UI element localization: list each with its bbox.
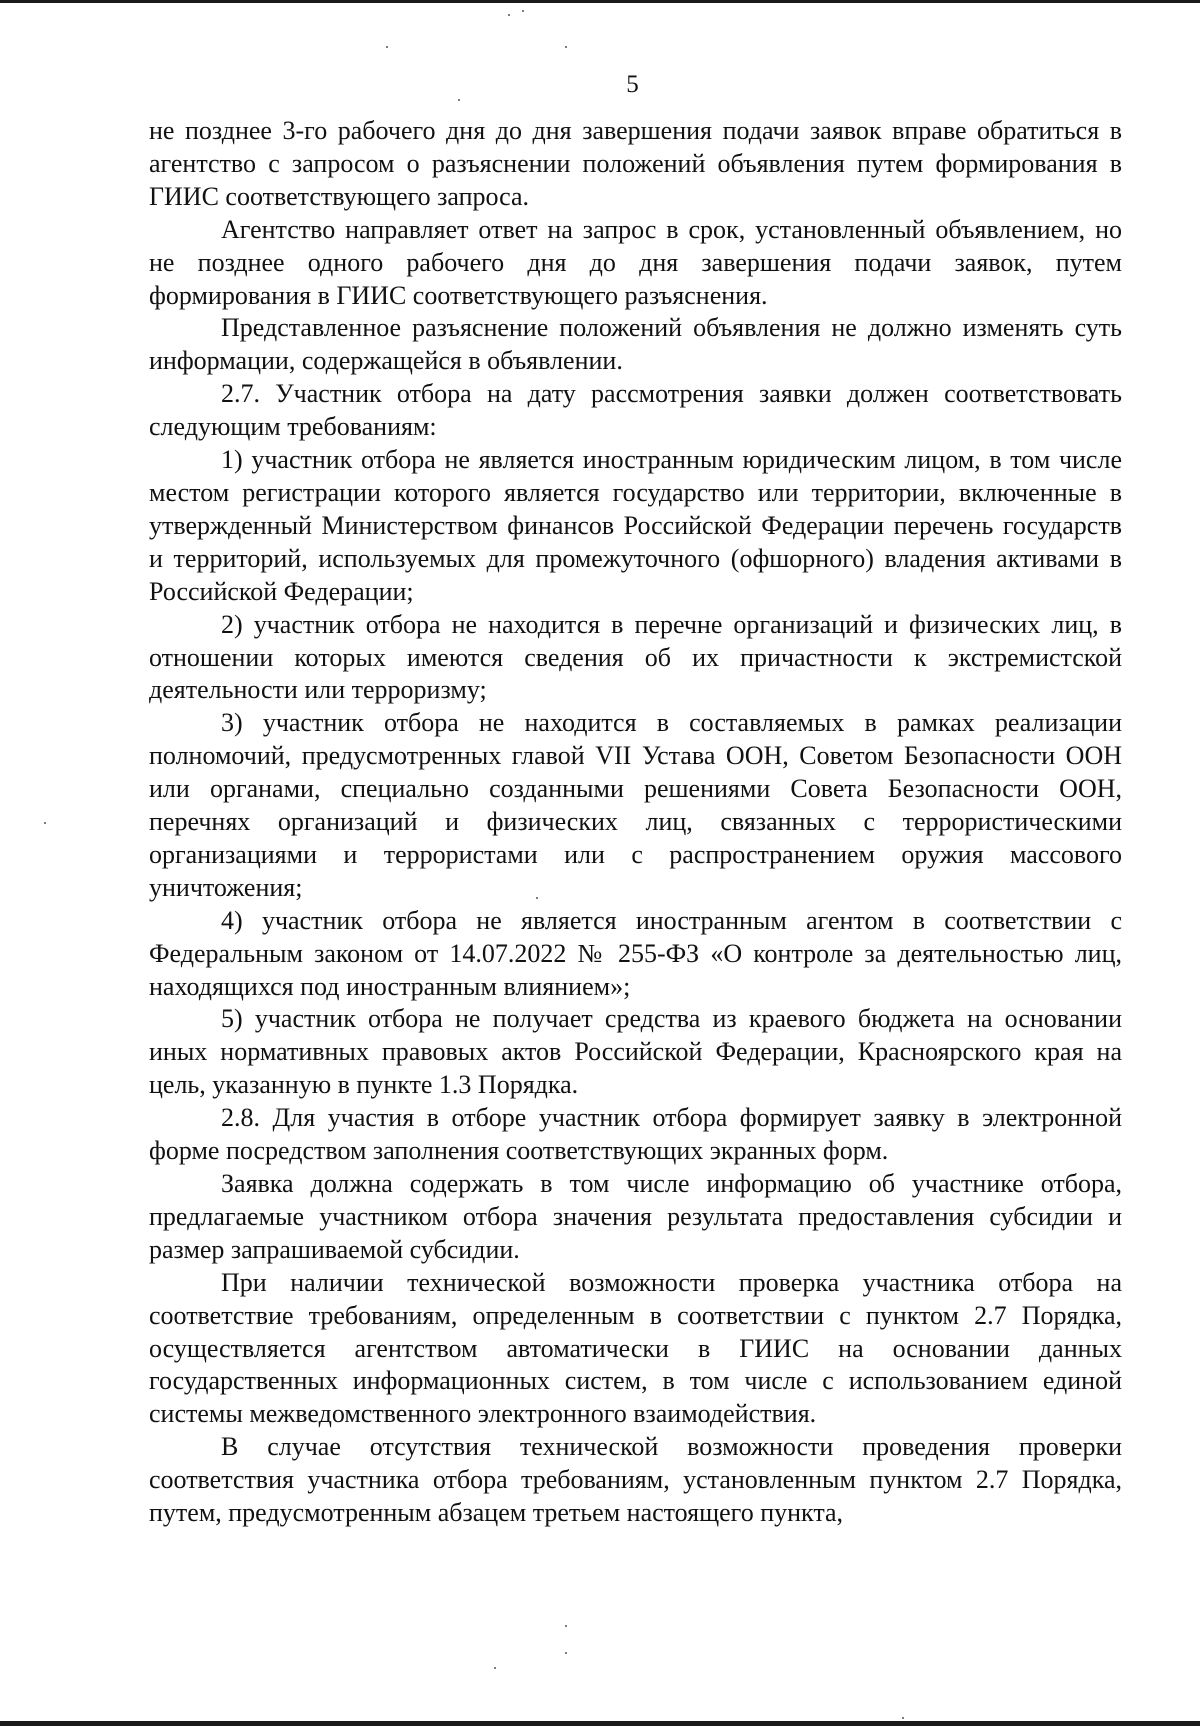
paragraph-application-content: Заявка должна содержать в том числе информацию об участнике отбора, предлагаемые участником отбора значения результата предоставления субсидии и размер запрашиваемой субсидии. bbox=[149, 1169, 1122, 1264]
scan-speck bbox=[508, 14, 510, 16]
scan-speck bbox=[902, 1717, 904, 1719]
scan-speck bbox=[565, 1652, 567, 1654]
scan-speck bbox=[44, 822, 46, 824]
paragraph-automatic-check: При наличии технической возможности проверка участника отбора на соответствие требованиям, определенным в соответствии с пунктом 2.7 Порядка, осуществляется агентством автоматически в ГИИС на основании данных государственных информационных систем, в том числе с использованием единой системы межведомственного электронного взаимодействия. bbox=[149, 1267, 1122, 1429]
requirement-item-3: 3) участник отбора не находится в составляемых в рамках реализации полномочий, предусмотренных главой VII Устава ООН, Советом Безопасности ООН или органами, специально созданными решениями Совета Безопасности ООН, перечнях организаций и физических лиц, связанных с террористическими организациями и террористами или с распространением оружия массового уничтожения; bbox=[149, 708, 1122, 902]
scan-bottom-edge bbox=[0, 1721, 1200, 1726]
requirement-item-4: 4) участник отбора не является иностранным агентом в соответствии с Федеральным законом от 14.07.2022 № 255-ФЗ «О контроле за деятельностью лиц, находящихся под иностранным влиянием»; bbox=[149, 905, 1122, 1001]
requirement-item-5: 5) участник отбора не получает средства из краевого бюджета на основании иных нормативных правовых актов Российской Федерации, Красноярского края на цель, указанную в пункте 1.3 Порядка. bbox=[149, 1004, 1122, 1100]
paragraph-section-2-8: 2.8. Для участия в отборе участник отбора формирует заявку в электронной форме посредством заполнения соответствующих экранных форм. bbox=[149, 1103, 1122, 1166]
paragraph-section-2-7: 2.7. Участник отбора на дату рассмотрения заявки должен соответствовать следующим требованиям: bbox=[149, 379, 1122, 442]
scan-speck bbox=[565, 46, 567, 48]
scan-speck bbox=[494, 1667, 496, 1669]
scan-speck bbox=[386, 46, 388, 48]
paragraph-continuation: не позднее 3-го рабочего дня до дня завершения подачи заявок вправе обратиться в агентство с запросом о разъяснении положений объявления путем формирования в ГИИС соответствующего запроса. bbox=[149, 116, 1122, 211]
paragraph-manual-check: В случае отсутствия технической возможности проведения проверки соответствия участника отбора требованиям, установленным пунктом 2.7 Порядка, путем, предусмотренным абзацем третьем настоящего пункта, bbox=[149, 1432, 1122, 1528]
scan-speck bbox=[522, 10, 524, 12]
scan-speck bbox=[565, 1625, 567, 1627]
page-number: 5 bbox=[626, 71, 639, 98]
paragraph-clarification: Представленное разъяснение положений объявления не должно изменять суть информации, содержащейся в объявлении. bbox=[149, 313, 1122, 376]
document-body bbox=[149, 115, 1122, 1530]
requirement-item-1: 1) участник отбора не является иностранным юридическим лицом, в том числе местом регистрации которого является государство или территории, включенные в утвержденный Министерством финансов Российской Федерации перечень государств и территорий, используемых для промежуточного (офшорного) владения активами в Российской Федерации; bbox=[149, 445, 1122, 606]
requirement-item-2: 2) участник отбора не находится в перечне организаций и физических лиц, в отношении которых имеются сведения об их причастности к экстремистской деятельности или терроризму; bbox=[149, 609, 1122, 705]
scan-top-edge bbox=[0, 0, 1200, 3]
paragraph-agency-response: Агентство направляет ответ на запрос в срок, установленный объявлением, но не позднее одного рабочего дня до дня завершения подачи заявок, путем формирования в ГИИС соответствующего разъяснения. bbox=[149, 214, 1122, 310]
scan-speck bbox=[458, 99, 460, 101]
scan-speck bbox=[536, 897, 538, 899]
